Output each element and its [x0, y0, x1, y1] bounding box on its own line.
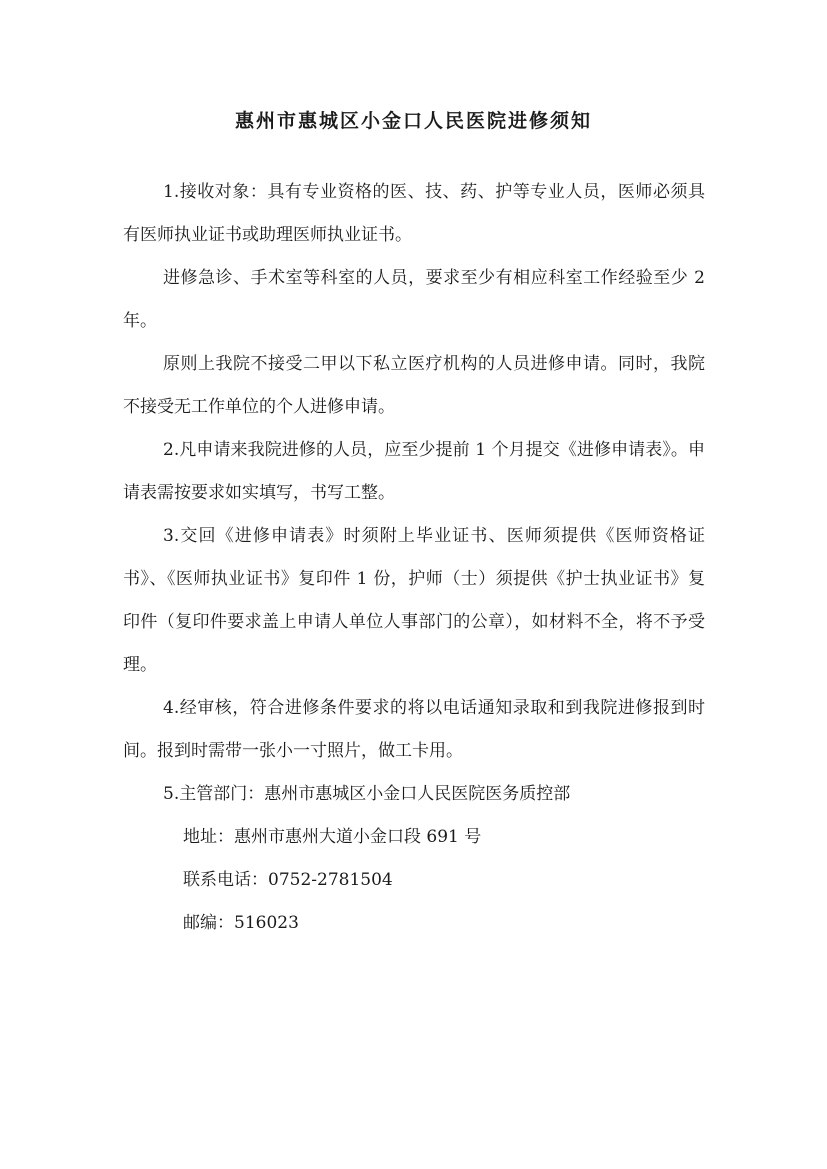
contact-phone: 联系电话：0752-2781504 — [183, 870, 393, 890]
paragraph-required-documents: 3.交回《进修申请表》时须附上毕业证书、医师须提供《医师资格证书》、《医师执业证书》复印件 1 份，护师（士）须提供《护士执业证书》复印件（复印件要求盖上申请人单位人事部门的公章），如材料不全，将不予受理。 — [123, 526, 705, 675]
document-title: 惠州市惠城区小金口人民医院进修须知 — [234, 110, 592, 132]
document-body — [123, 171, 705, 945]
paragraph-eligibility: 1.接收对象：具有专业资格的医、技、药、护等专业人员，医师必须具有医师执业证书或助理医师执业证书。 — [123, 182, 705, 245]
paragraph-emergency-requirement: 进修急诊、手术室等科室的人员，要求至少有相应科室工作经验至少 2 年。 — [123, 268, 705, 331]
paragraph-managing-department: 5.主管部门：惠州市惠城区小金口人民医院医务质控部 — [163, 784, 571, 804]
contact-postcode: 邮编：516023 — [183, 913, 299, 933]
paragraph-review-notification: 4.经审核，符合进修条件要求的将以电话通知录取和到我院进修报到时间。报到时需带一张小一寸照片，做工卡用。 — [123, 698, 705, 761]
paragraph-private-institution-policy: 原则上我院不接受二甲以下私立医疗机构的人员进修申请。同时，我院不接受无工作单位的个人进修申请。 — [123, 354, 705, 417]
contact-address: 地址：惠州市惠州大道小金口段 691 号 — [183, 827, 482, 847]
paragraph-application-deadline: 2.凡申请来我院进修的人员，应至少提前 1 个月提交《进修申请表》。申请表需按要求如实填写，书写工整。 — [123, 440, 705, 503]
